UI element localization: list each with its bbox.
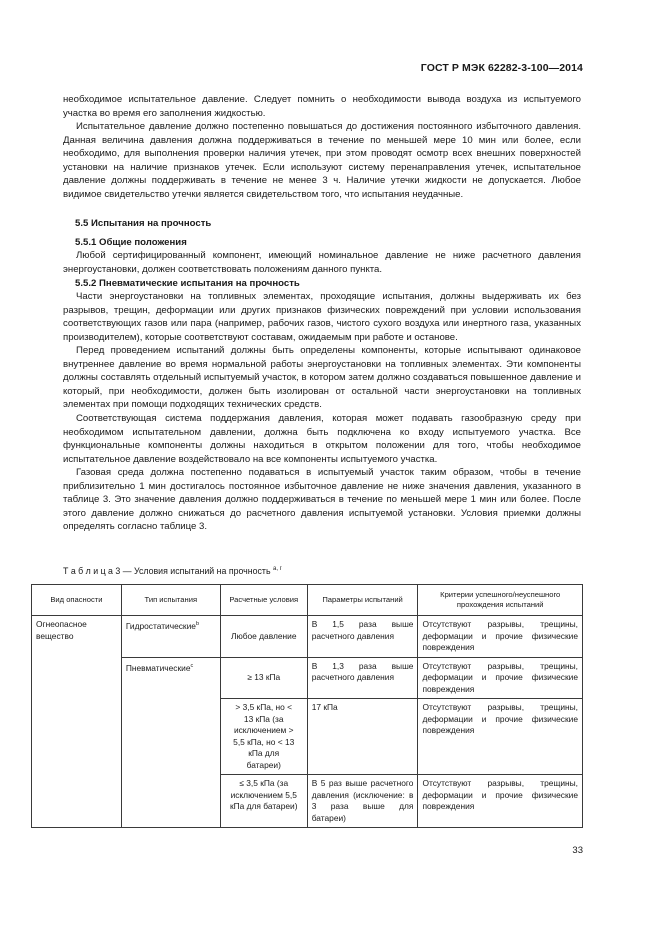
header-conditions: Расчетные условия — [220, 585, 307, 616]
header-parameters: Параметры испытаний — [307, 585, 418, 616]
section-heading-5-5-1: 5.5.1 Общие положения — [75, 236, 187, 248]
paragraph: Газовая среда должна постепенно подаваться в испытуемый участок таким образом, чтобы в течение приблизительно 1 мин достигалось постоянное избыточное давление не ниже значения давления, указанного в таблице 3. Это значение давления должно поддерживаться в течение по меньшей мере 1 мин или более. После этого давление должно снижаться до расчетного давления испытуемой установки. Условия приемки должны определять согласно таблице 3. — [63, 467, 581, 533]
params-cell: В 1,3 раза выше расчетного давления — [307, 657, 418, 699]
header-hazard: Вид опасности — [32, 585, 122, 616]
hazard-cell: Огнеопасное вещество — [32, 616, 122, 828]
paragraph: необходимое испытательное давление. Следует помнить о необходимости вывода воздуха из испытуемого участка во время его заполнения жидкостью. — [63, 94, 581, 119]
table-row — [32, 616, 583, 658]
header-test-type: Тип испытания — [121, 585, 220, 616]
document-body — [63, 93, 581, 534]
params-cell: В 1,5 раза выше расчетного давления — [307, 616, 418, 658]
paragraph: Соответствующая система поддержания давления, которая может подавать газообразную среду при необходимом испытательном давлении, должна быть подключена ко входу испытуемого участка. Все функциональные компоненты должны находиться в открытом положении для того, чтобы необходимое испытательное давление воздействовало на все компоненты испытуемого участка. — [63, 413, 581, 465]
paragraph: Перед проведением испытаний должны быть определены компоненты, которые испытывают одинаковое внутреннее давление во время нормальной работы энергоустановки на топливных элементах. Эти компоненты должны составлять отдельный испытуемый участок, в котором затем должно создаваться повышенное давление и который, при необходимости, должен быть изолирован от остальной части энергоустановки на топливных элементах при помощи подходящих технических средств. — [63, 345, 581, 411]
paragraph: Испытательное давление должно постепенно повышаться до достижения постоянного избыточного давления. Данная величина давления должна поддерживаться в течение по меньшей мере 10 мин или более, если необходимо, для выполнения проверки наличия утечек, при этом проводят осмотр всех внешних поверхностей установки на наличие признаков утечек. Если используют систему перенаправления утечек, испытательное давление должны поддерживать в течение не менее 3 ч. Наличие утечки жидкости не допускается. Любое видимое свидетельство утечки является свидетельством того, что испытания неудачные. — [63, 121, 581, 200]
section-heading-5-5-2: 5.5.2 Пневматические испытания на прочность — [75, 277, 300, 289]
section-heading-5-5: 5.5 Испытания на прочность — [75, 218, 212, 230]
header-criteria: Критерии успешного/неуспешного прохождения испытаний — [418, 585, 583, 616]
table-caption — [63, 566, 282, 576]
table-caption-refs: а, г — [272, 566, 282, 573]
params-cell: 17 кПа — [307, 699, 418, 775]
table-header-row — [32, 585, 583, 616]
params-cell: В 5 раз выше расчетного давления (исключение: в 3 раза выше для батареи) — [307, 775, 418, 828]
test-type-hydro: Гидростатические — [125, 620, 196, 631]
footnote-ref: b — [195, 621, 199, 627]
strength-test-table — [31, 584, 583, 828]
test-type-cell — [121, 616, 220, 658]
criteria-cell: Отсутствуют разрывы, трещины, деформации и прочие физические повреждения — [418, 775, 583, 828]
test-type-cell — [121, 657, 220, 828]
document-code: ГОСТ Р МЭК 62282-3-100—2014 — [420, 62, 583, 74]
table-caption-text: Т а б л и ц а 3 — Условия испытаний на прочность — [63, 566, 271, 576]
page-number: 33 — [572, 845, 583, 856]
paragraph: Любой сертифицированный компонент, имеющий номинальное давление не ниже расчетного давления энергоустановки, должен соответствовать положениям данного пункта. — [63, 250, 581, 276]
criteria-cell: Отсутствуют разрывы, трещины, деформации и прочие физические повреждения — [418, 616, 583, 658]
paragraph: Части энергоустановки на топливных элементах, проходящие испытания, должны выдерживать их без разрывов, трещин, деформации или других признаков физических повреждений при условии использования соответствующих газов или пара (например, рабочих газов, чистого сухого воздуха или инертного газа, указанных производителем), которые соответствуют составам, ожидаемым при работе и останове. — [63, 291, 581, 343]
condition-cell: ≤ 3,5 кПа (за исключением 5,5 кПа для батареи) — [220, 775, 307, 828]
condition-cell: ≥ 13 кПа — [220, 657, 307, 699]
criteria-cell: Отсутствуют разрывы, трещины, деформации и прочие физические повреждения — [418, 657, 583, 699]
footnote-ref: c — [190, 662, 194, 669]
condition-cell: Любое давление — [220, 616, 307, 658]
criteria-cell: Отсутствуют разрывы, трещины, деформации и прочие физические повреждения — [418, 699, 583, 775]
test-type-pneumatic: Пневматические — [125, 662, 191, 673]
condition-cell: > 3,5 кПа, но < 13 кПа (за исключением > 5,5 кПа, но < 13 кПа для батареи) — [220, 699, 307, 775]
